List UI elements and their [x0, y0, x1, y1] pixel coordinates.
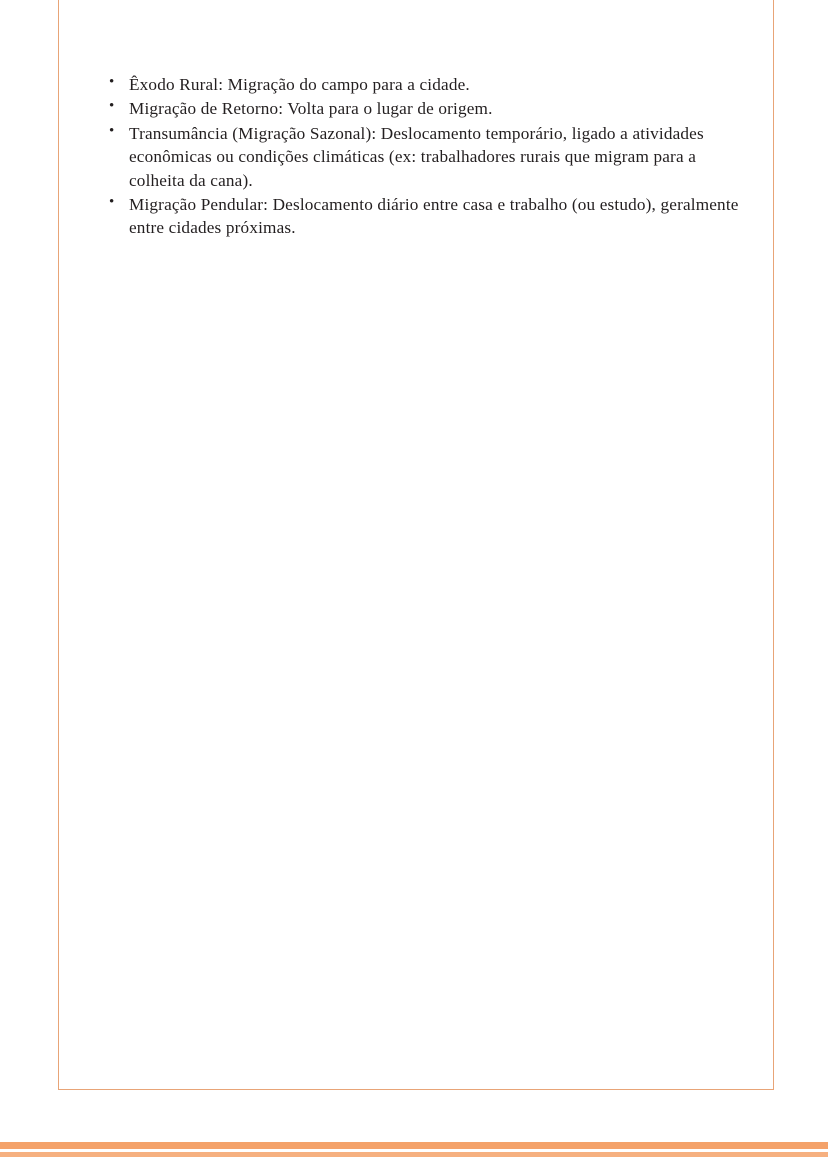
footer-accent-bar-bottom: [0, 1152, 828, 1157]
document-page: [58, 0, 774, 1090]
list-item: • Migração de Retorno: Volta para o lugar de origem.: [127, 97, 755, 120]
footer-accent-bar-top: [0, 1142, 828, 1149]
list-item: • Transumância (Migração Sazonal): Deslocamento temporário, ligado a atividades econômicas ou condições climáticas (ex: trabalhadores rurais que migram para a colheita da cana).: [127, 122, 755, 192]
document-content: [95, 73, 755, 241]
list-item: • Migração Pendular: Deslocamento diário entre casa e trabalho (ou estudo), geralmente entre cidades próximas.: [127, 193, 755, 240]
migration-types-list: [95, 73, 755, 240]
list-item: • Êxodo Rural: Migração do campo para a cidade.: [127, 73, 755, 96]
